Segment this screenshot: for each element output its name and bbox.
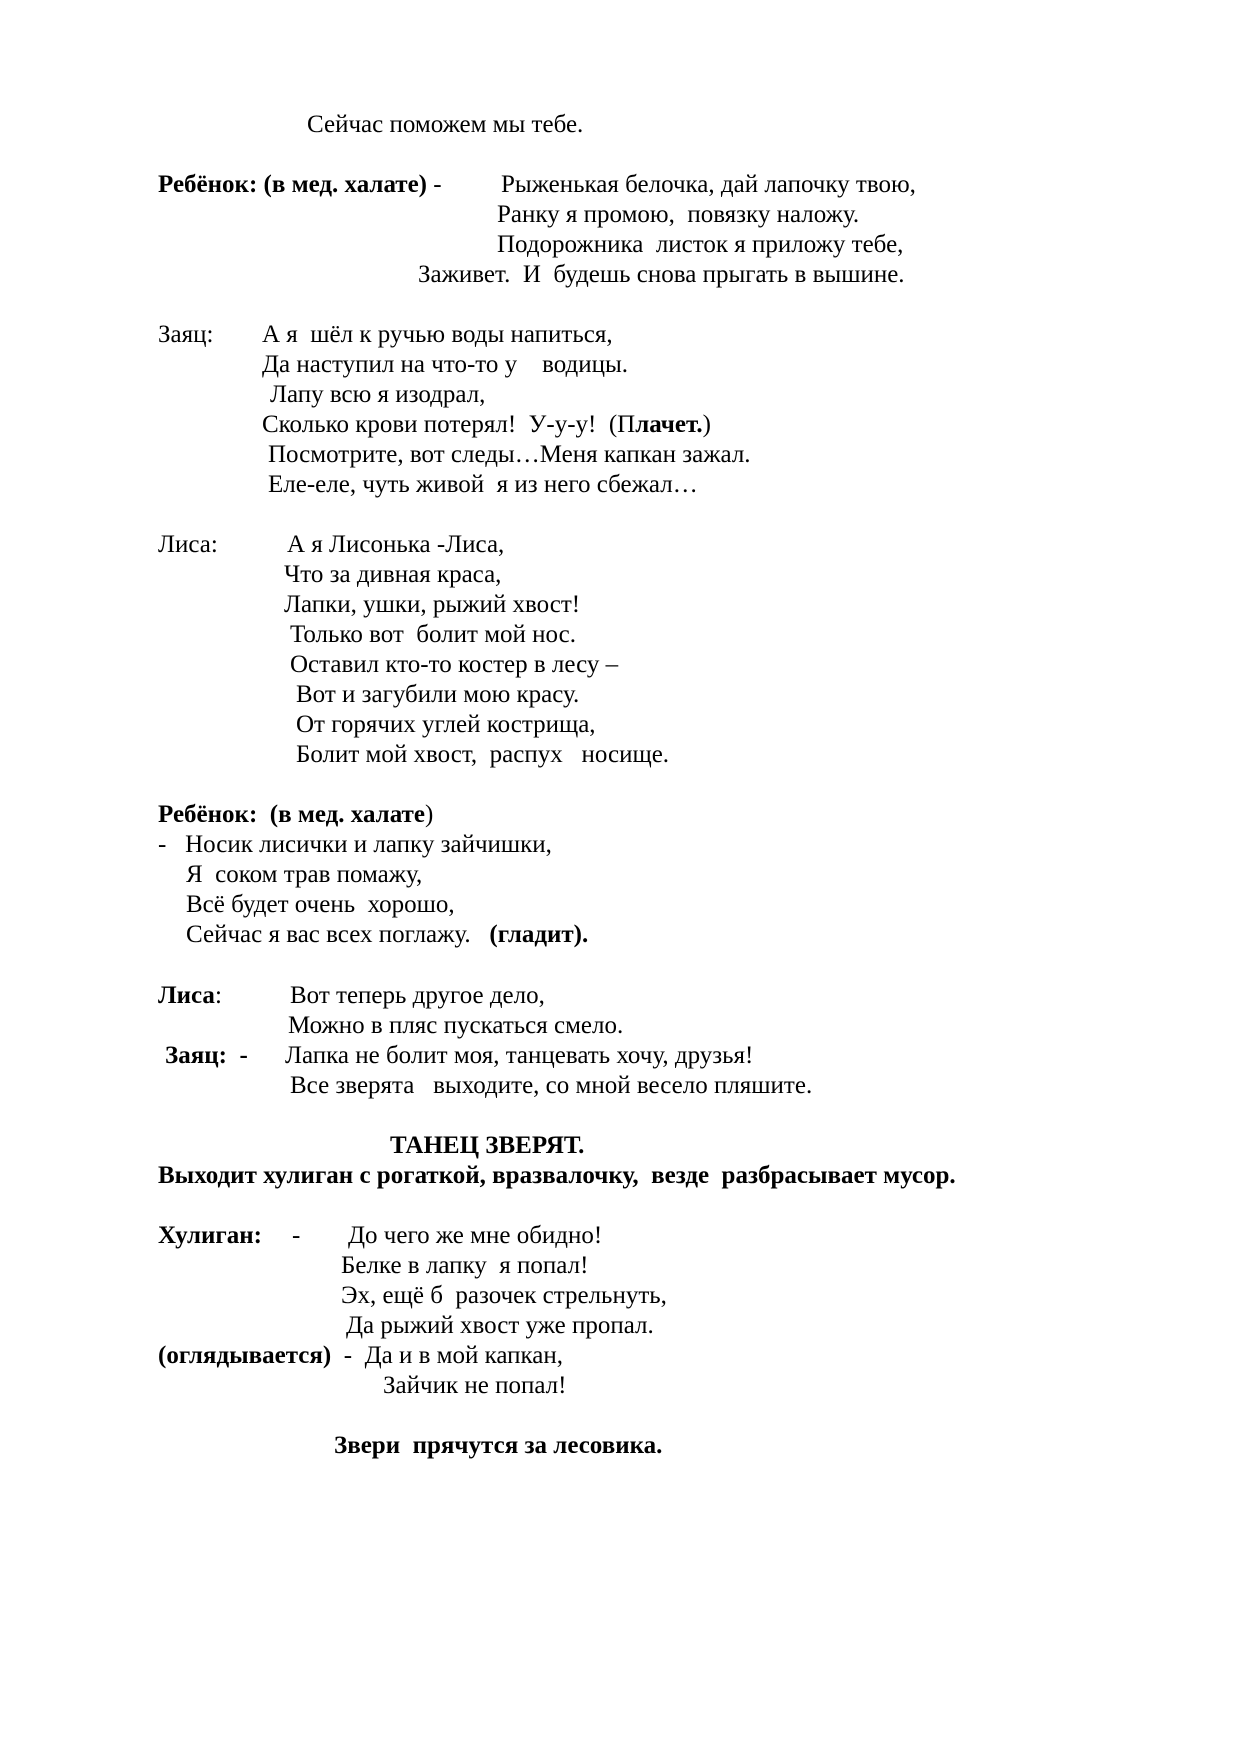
fox-line-4: Только вот болит мой нос. [290, 621, 577, 648]
fox-line-2: Что за дивная краса, [284, 561, 502, 588]
hare-line-3: Лапу всю я изодрал, [270, 381, 486, 408]
scene1-dash: - [427, 171, 448, 198]
scene1-line-3: Подорожника листок я приложу тебе, [497, 231, 904, 258]
bully-line-5 [158, 1343, 563, 1368]
scene1-line-1: Рыженькая белочка, дай лапочку твою, [501, 171, 916, 198]
bully-speaker: Хулиган: [158, 1222, 262, 1249]
bully-line-6: Зайчик не попал! [383, 1372, 567, 1399]
bully-action: (оглядывается) [158, 1342, 332, 1369]
fox-speaker: Лиса: [158, 531, 218, 558]
bully-line-3: Эх, ещё б разочек стрельнуть, [341, 1282, 667, 1309]
bully-dash: - [292, 1222, 301, 1249]
fox-line-1: А я Лисонька -Лиса, [287, 531, 505, 558]
scene2-speaker-line [158, 802, 433, 827]
hare-cry-action: лачет. [635, 411, 703, 438]
scene2-speaker-end: ) [424, 801, 434, 828]
scene3-fox-colon: : [214, 982, 222, 1009]
scene3-fox-speaker-line [158, 983, 222, 1008]
scene2-line-4-text: Сейчас я вас всех поглажу. [186, 921, 490, 948]
scene3-hare-line-1: Лапка не болит моя, танцевать хочу, друзья! [285, 1042, 754, 1069]
scene3-fox-speaker: Лиса [158, 982, 215, 1009]
scene1-line-2: Ранку я промою, повязку наложу. [497, 201, 860, 228]
fox-line-8: Болит мой хвост, распух носище. [296, 741, 670, 768]
fox-line-7: От горячих углей кострища, [296, 711, 596, 738]
hare-cry-end: ) [702, 411, 711, 438]
hare-line-4-text: Сколько крови потерял! У-у-у! (П [262, 411, 636, 438]
fox-line-3: Лапки, ушки, рыжий хвост! [284, 591, 581, 618]
intro-line: Сейчас поможем мы тебе. [307, 111, 584, 138]
scene3-hare-line-2: Все зверята выходите, со мной весело пляшите. [290, 1072, 813, 1099]
hare-line-2: Да наступил на что-то у водицы. [262, 351, 629, 378]
hare-line-1: А я шёл к ручью воды напиться, [262, 321, 613, 348]
scene2-speaker: Ребёнок: (в мед. халате [158, 801, 425, 828]
scene3-fox-line-1: Вот теперь другое дело, [290, 982, 545, 1009]
hare-speaker: Заяц: [158, 321, 214, 348]
scene2-line-1: - Носик лисички и лапку зайчишки, [158, 831, 552, 858]
scene1-speaker: Ребёнок: (в мед. халате) [158, 171, 428, 198]
scene2-line-2: Я соком трав помажу, [186, 861, 423, 888]
scene2-line-3: Всё будет очень хорошо, [186, 891, 455, 918]
scene2-line-4 [186, 922, 588, 947]
bully-line-1: До чего же мне обидно! [348, 1222, 603, 1249]
hare-line-6: Еле-еле, чуть живой я из него сбежал… [268, 471, 698, 498]
bully-line-4: Да рыжий хвост уже пропал. [346, 1312, 654, 1339]
scene2-action: (гладит). [489, 921, 589, 948]
hare-line-5: Посмотрите, вот следы…Меня капкан зажал. [268, 441, 751, 468]
fox-line-5: Оставил кто-то костер в лесу – [290, 651, 619, 678]
bully-line-2: Белке в лапку я попал! [341, 1252, 589, 1279]
scene1-line-4: Заживет. И будешь снова прыгать в вышине. [418, 261, 905, 288]
scene3-fox-line-2: Можно в пляс пускаться смело. [288, 1012, 624, 1039]
dance-title: ТАНЕЦ ЗВЕРЯТ. [390, 1132, 585, 1159]
scene3-hare-speaker: Заяц: - [165, 1042, 248, 1069]
scene1-speaker-line [158, 172, 448, 197]
bully-line-5-text: - Да и в мой капкан, [331, 1342, 564, 1369]
dance-direction: Выходит хулиган с рогаткой, вразвалочку, везде разбрасывает мусор. [158, 1162, 956, 1189]
hare-line-4 [262, 412, 711, 437]
ending-direction: Звери прячутся за лесовика. [334, 1432, 663, 1459]
fox-line-6: Вот и загубили мою красу. [296, 681, 580, 708]
